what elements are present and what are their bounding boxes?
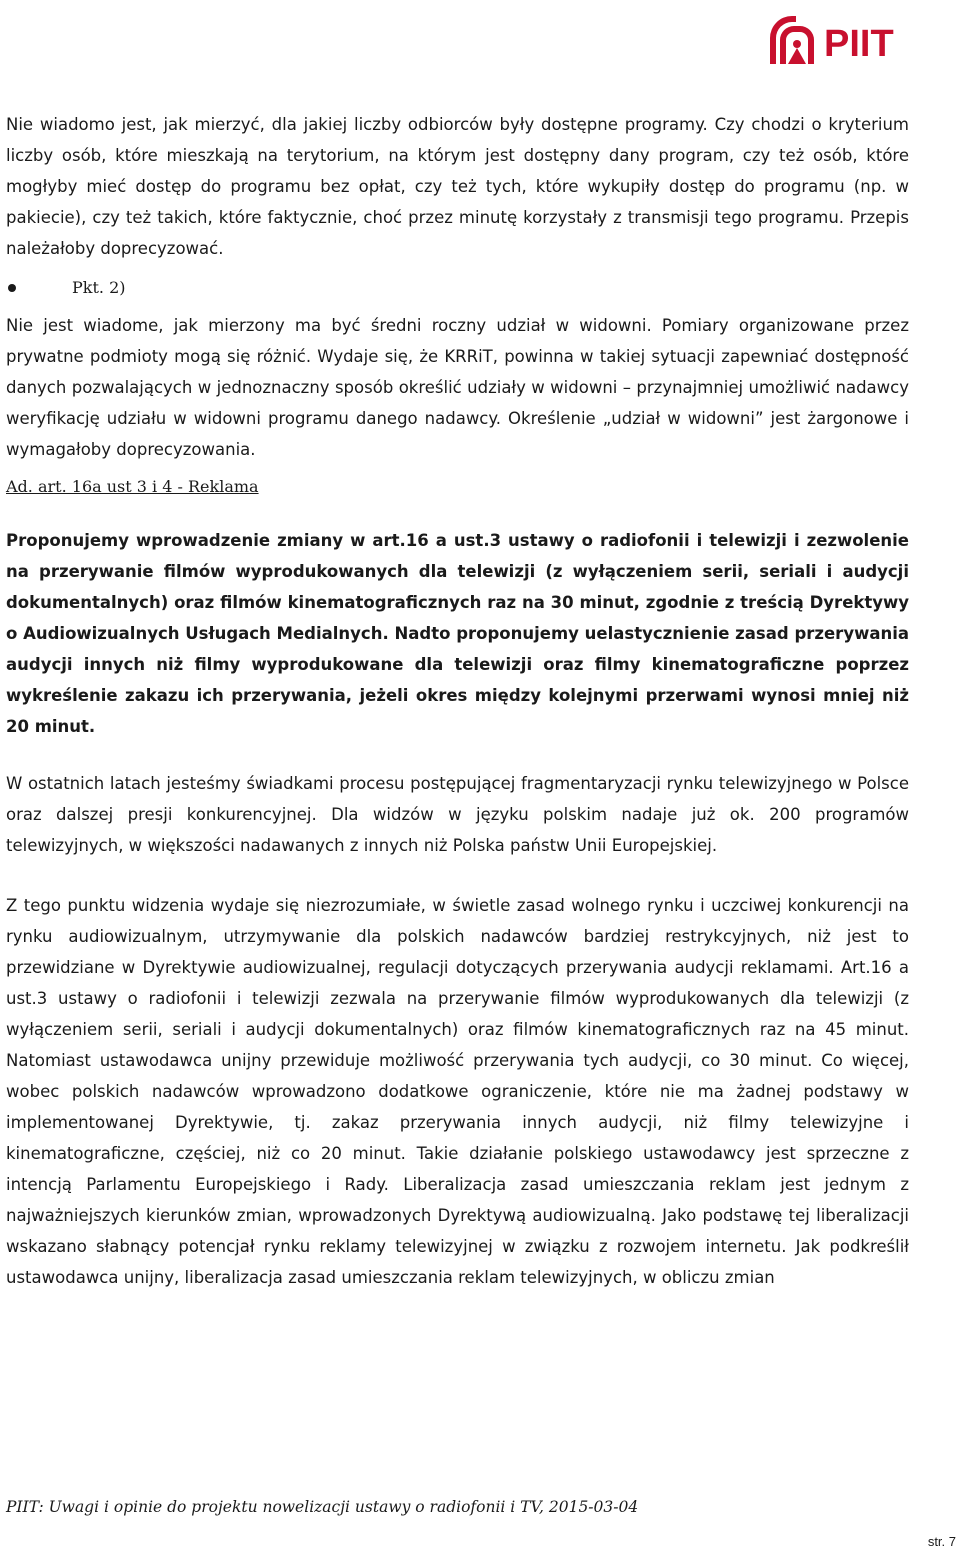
page-number: str. 7 bbox=[927, 1534, 956, 1549]
footer-text: PIIT: Uwagi i opinie do projektu nowelizacji ustawy o radiofonii i TV, 2015-03-04 bbox=[6, 1498, 639, 1516]
paragraph-argument: Z tego punktu widzenia wydaje się niezrozumiałe, w świetle zasad wolnego rynku i uczciwej konkurencji na rynku audiowizualnym, utrzymywanie dla polskich nadawców bardziej restrykcyjnych, niż jest to przewidziane w Dyrektywie audiowizualnej, regulacji dotyczących przerywania audycji reklamami. Art.16 a ust.3 ustawy o radiofonii i telewizji zezwala na przerywanie filmów wyprodukowanych dla telewizji (z wyłączeniem serii, seriali i audycji dokumentalnych) oraz filmów kinematograficznych raz na 45 minut. Natomiast ustawodawca unijny przewiduje możliwość przerywania tych audycji, co 30 minut. Co więcej, wobec polskich nadawców wprowadzono dodatkowe ograniczenie, które nie ma żadnej podstawy w implementowanej Dyrektywie, tj. zakaz przerywania innych audycji, niż filmy telewizyjne i kinematograficzne, częściej, niż co 20 minut. Takie działanie polskiego ustawodawcy jest sprzeczne z intencją Parlamentu Europejskiego i Rady. Liberalizacja zasad umieszczania reklam jest jednym z najważniejszych kierunków zmian, wprowadzonych Dyrektywą audiowizualną. Jako podstawę tej liberalizacji wskazano słabnący potencjał rynku reklamy telewizyjnej w związku z rozwojem internetu. Jak podkreślił ustawodawca unijny, liberalizacja zasad umieszczania reklam telewizyjnych, w obliczu zmian bbox=[6, 896, 909, 1287]
document-body bbox=[6, 109, 909, 1293]
bullet-dot-icon bbox=[8, 284, 16, 292]
paragraph-measurement: Nie wiadomo jest, jak mierzyć, dla jakiej liczby odbiorców były dostępne programy. Czy chodzi o kryterium liczby osób, które mieszkają na terytorium, na którym jest dostępny dany program, czy też osób, które mogłyby mieć dostęp do programu bez opłat, czy też tych, które wykupiły dostęp do programu (np. w pakiecie), czy też takich, które faktycznie, choć przez minutę korzystały z transmisji tego programu. Przepis należałoby doprecyzować. bbox=[6, 115, 909, 258]
piit-logo bbox=[766, 8, 910, 66]
bullet-label: Pkt. 2) bbox=[72, 278, 126, 297]
bullet-item bbox=[6, 272, 909, 303]
paragraph-market: W ostatnich latach jesteśmy świadkami procesu postępującej fragmentaryzacji rynku telewizyjnego w Polsce oraz dalszej presji konkurencyjnej. Dla widzów w języku polskim nadaje już ok. 200 programów telewizyjnych, w większości nadawanych z innych niż Polska państw Unii Europejskiej. bbox=[6, 774, 909, 855]
svg-text:PIIT: PIIT bbox=[824, 23, 894, 65]
section-heading: Ad. art. 16a ust 3 i 4 - Reklama bbox=[6, 477, 259, 496]
paragraph-proposal: Proponujemy wprowadzenie zmiany w art.16 a ust.3 ustawy o radiofonii i telewizji i zezwolenie na przerywanie filmów wyprodukowanych dla telewizji (z wyłączeniem serii, seriali i audycji dokumentalnych) oraz filmów kinematograficznych raz na 30 minut, zgodnie z treścią Dyrektywy o Audiowizualnych Usługach Medialnych. Nadto proponujemy uelastycznienie zasad przerywania audycji innych niż filmy wyprodukowane dla telewizji oraz filmy kinematograficzne poprzez wykreślenie zakazu ich przerywania, jeżeli okres między kolejnymi przerwami wynosi mniej niż 20 minut. bbox=[6, 531, 909, 736]
paragraph-audience-share: Nie jest wiadome, jak mierzony ma być średni roczny udział w widowni. Pomiary organizowane przez prywatne podmioty mogą się różnić. Wydaje się, że KRRiT, powinna w takiej sytuacji zapewniać dostępność danych pozwalających w jednoznaczny sposób określić udziały w widowni – przynajmniej umożliwić nadawcy weryfikację udziału w widowni programu danego nadawcy. Określenie „udział w widowni” jest żargonowe i wymagałoby doprecyzowania. bbox=[6, 316, 909, 459]
